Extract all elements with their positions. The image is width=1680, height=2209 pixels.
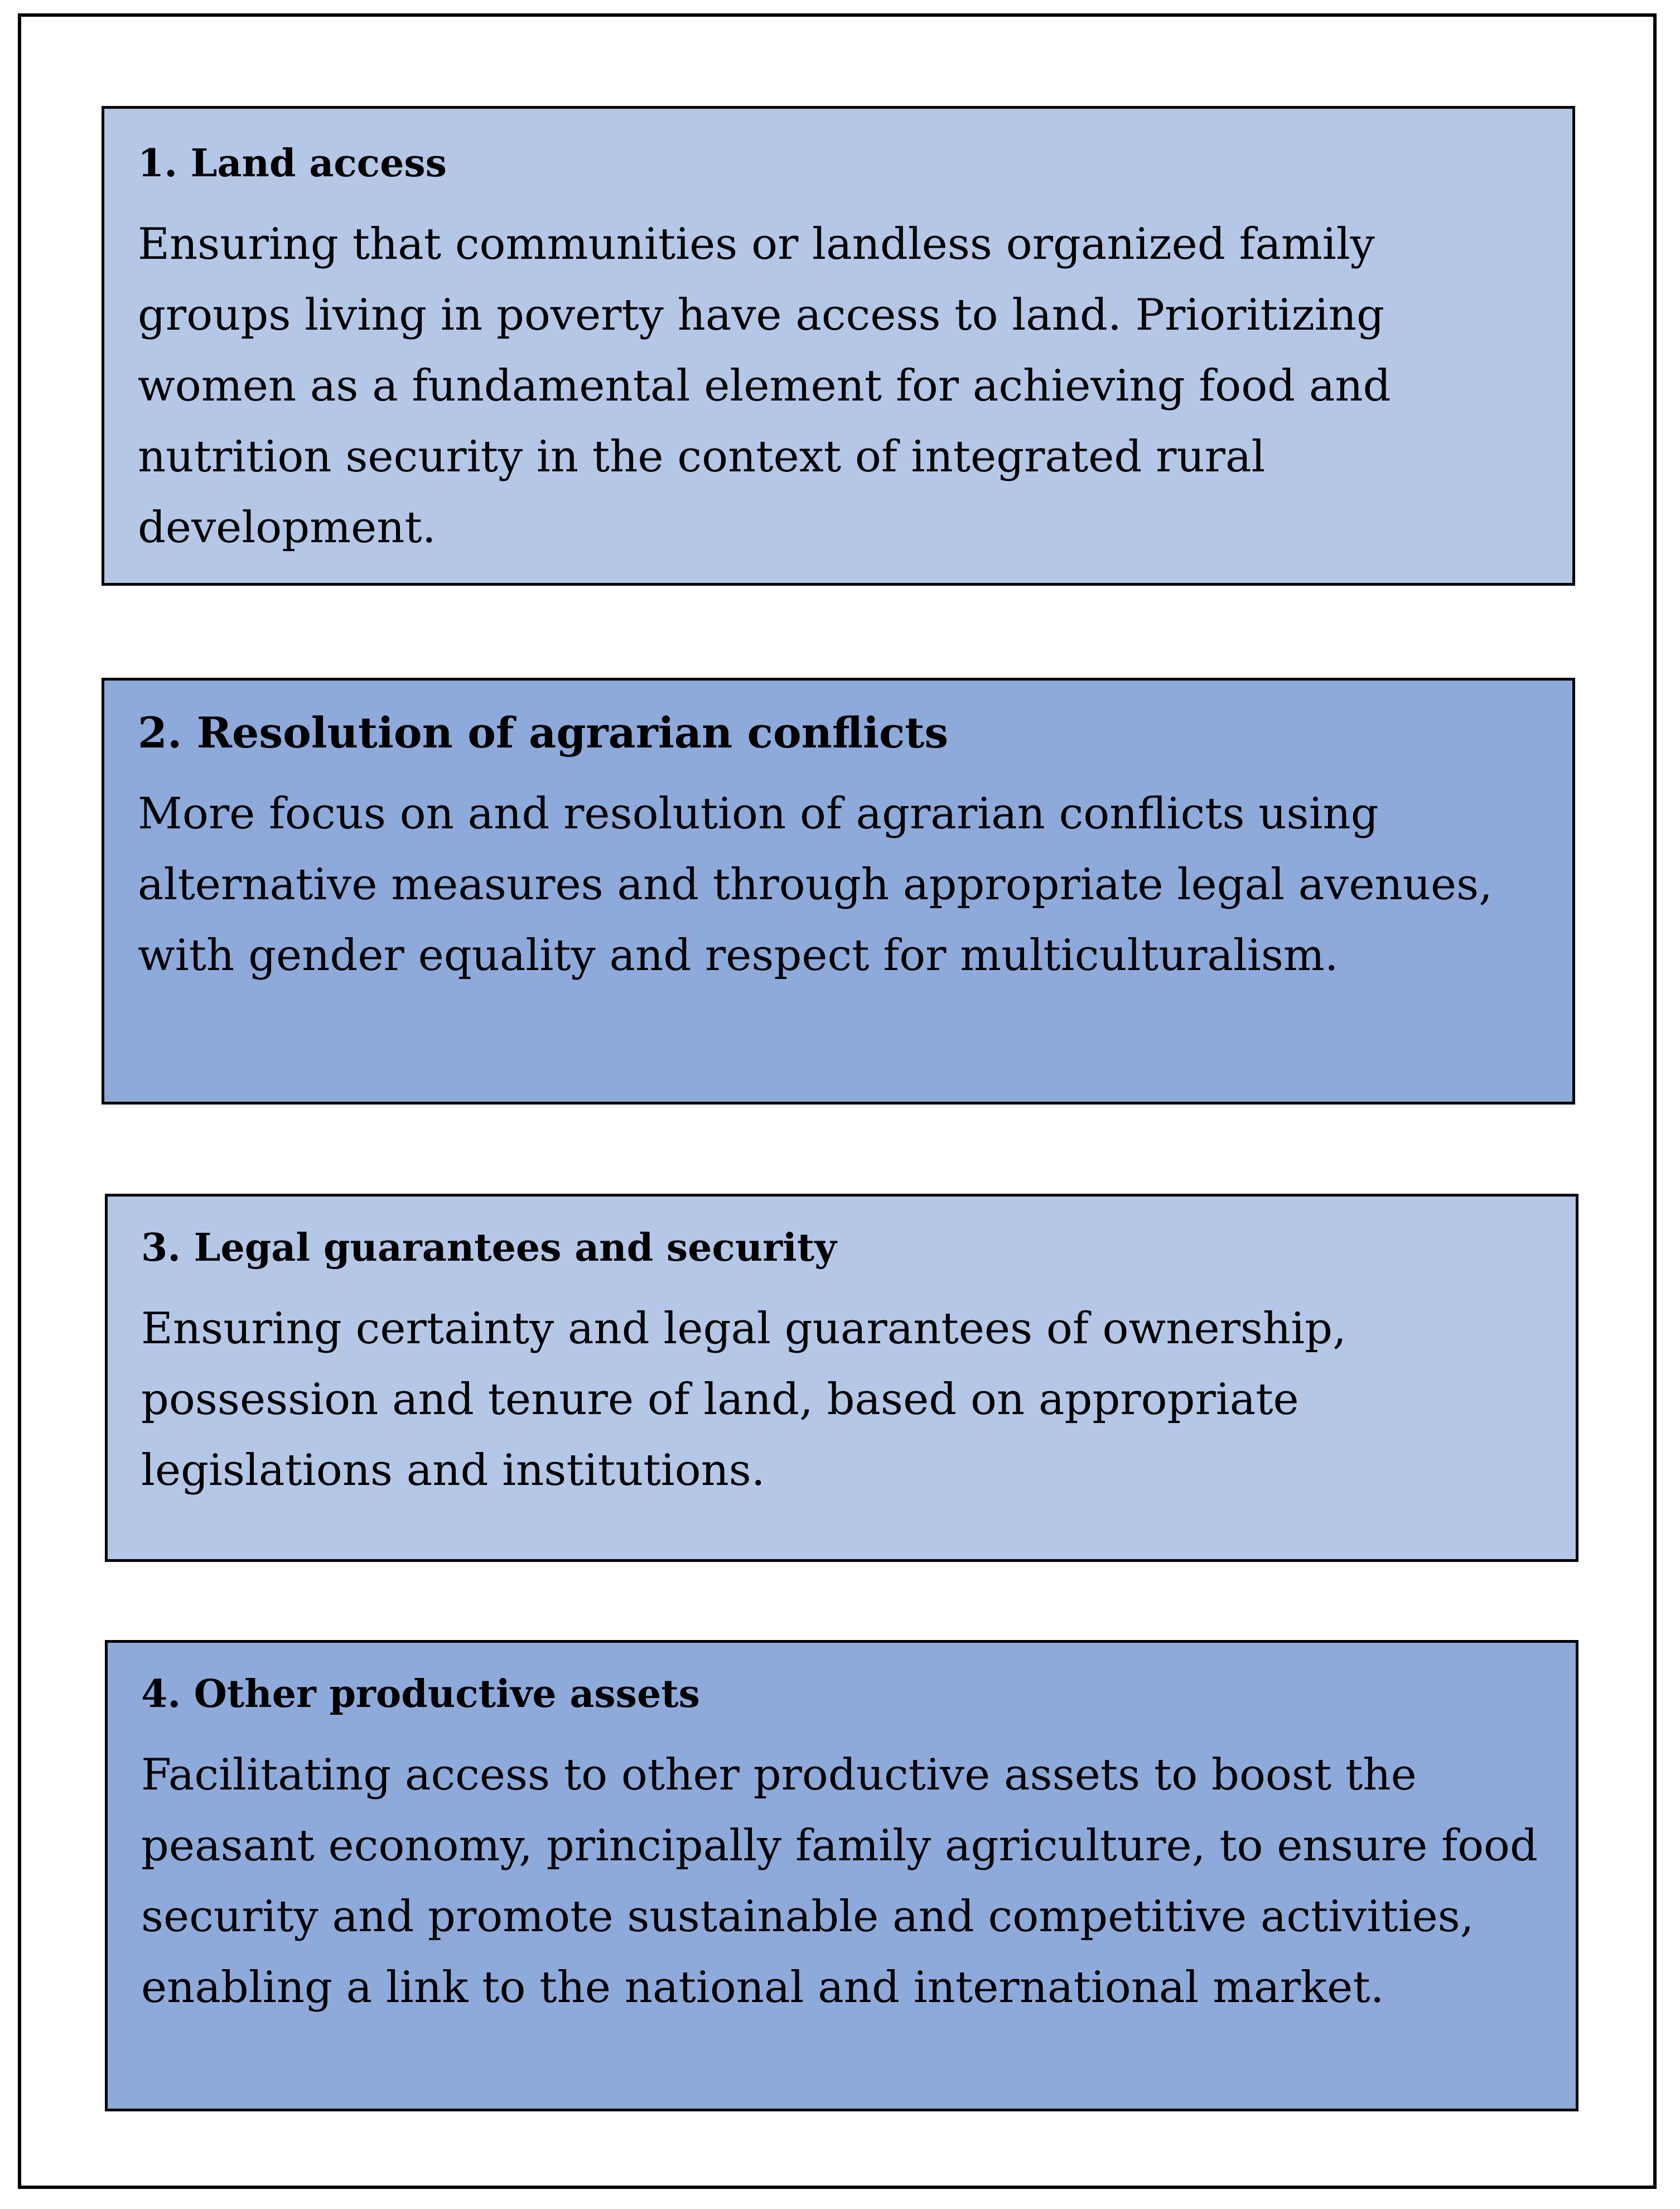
box-title: 4. Other productive assets bbox=[141, 1672, 700, 1716]
box-body: Ensuring certainty and legal guarantees of ownership, possession and tenure of land, based on appropriate legislations and institutions. bbox=[141, 1304, 1346, 1496]
box-title: 1. Land access bbox=[138, 141, 447, 186]
box-body: Facilitating access to other productive assets to boost the peasant economy, principally family agriculture, to ensure food security and promote sustainable and competitive activities, enabling a link to the national and international market. bbox=[141, 1750, 1538, 2013]
box-agrarian-conflicts bbox=[102, 678, 1575, 1104]
box-body: More focus on and resolution of agrarian conflicts using alternative measures and through appropriate legal avenues, with gender equality and respect for multiculturalism. bbox=[138, 789, 1493, 981]
box-land-access bbox=[102, 106, 1575, 586]
box-legal-guarantees bbox=[105, 1194, 1578, 1562]
box-title: 2. Resolution of agrarian conflicts bbox=[138, 708, 949, 758]
box-title: 3. Legal guarantees and security bbox=[141, 1226, 837, 1270]
box-body: Ensuring that communities or landless organized family groups living in poverty have access to land. Prioritizing women as a fundamental element for achieving food and nutrition security in the context of integrated rural development. bbox=[138, 219, 1391, 553]
box-productive-assets bbox=[105, 1640, 1578, 2111]
